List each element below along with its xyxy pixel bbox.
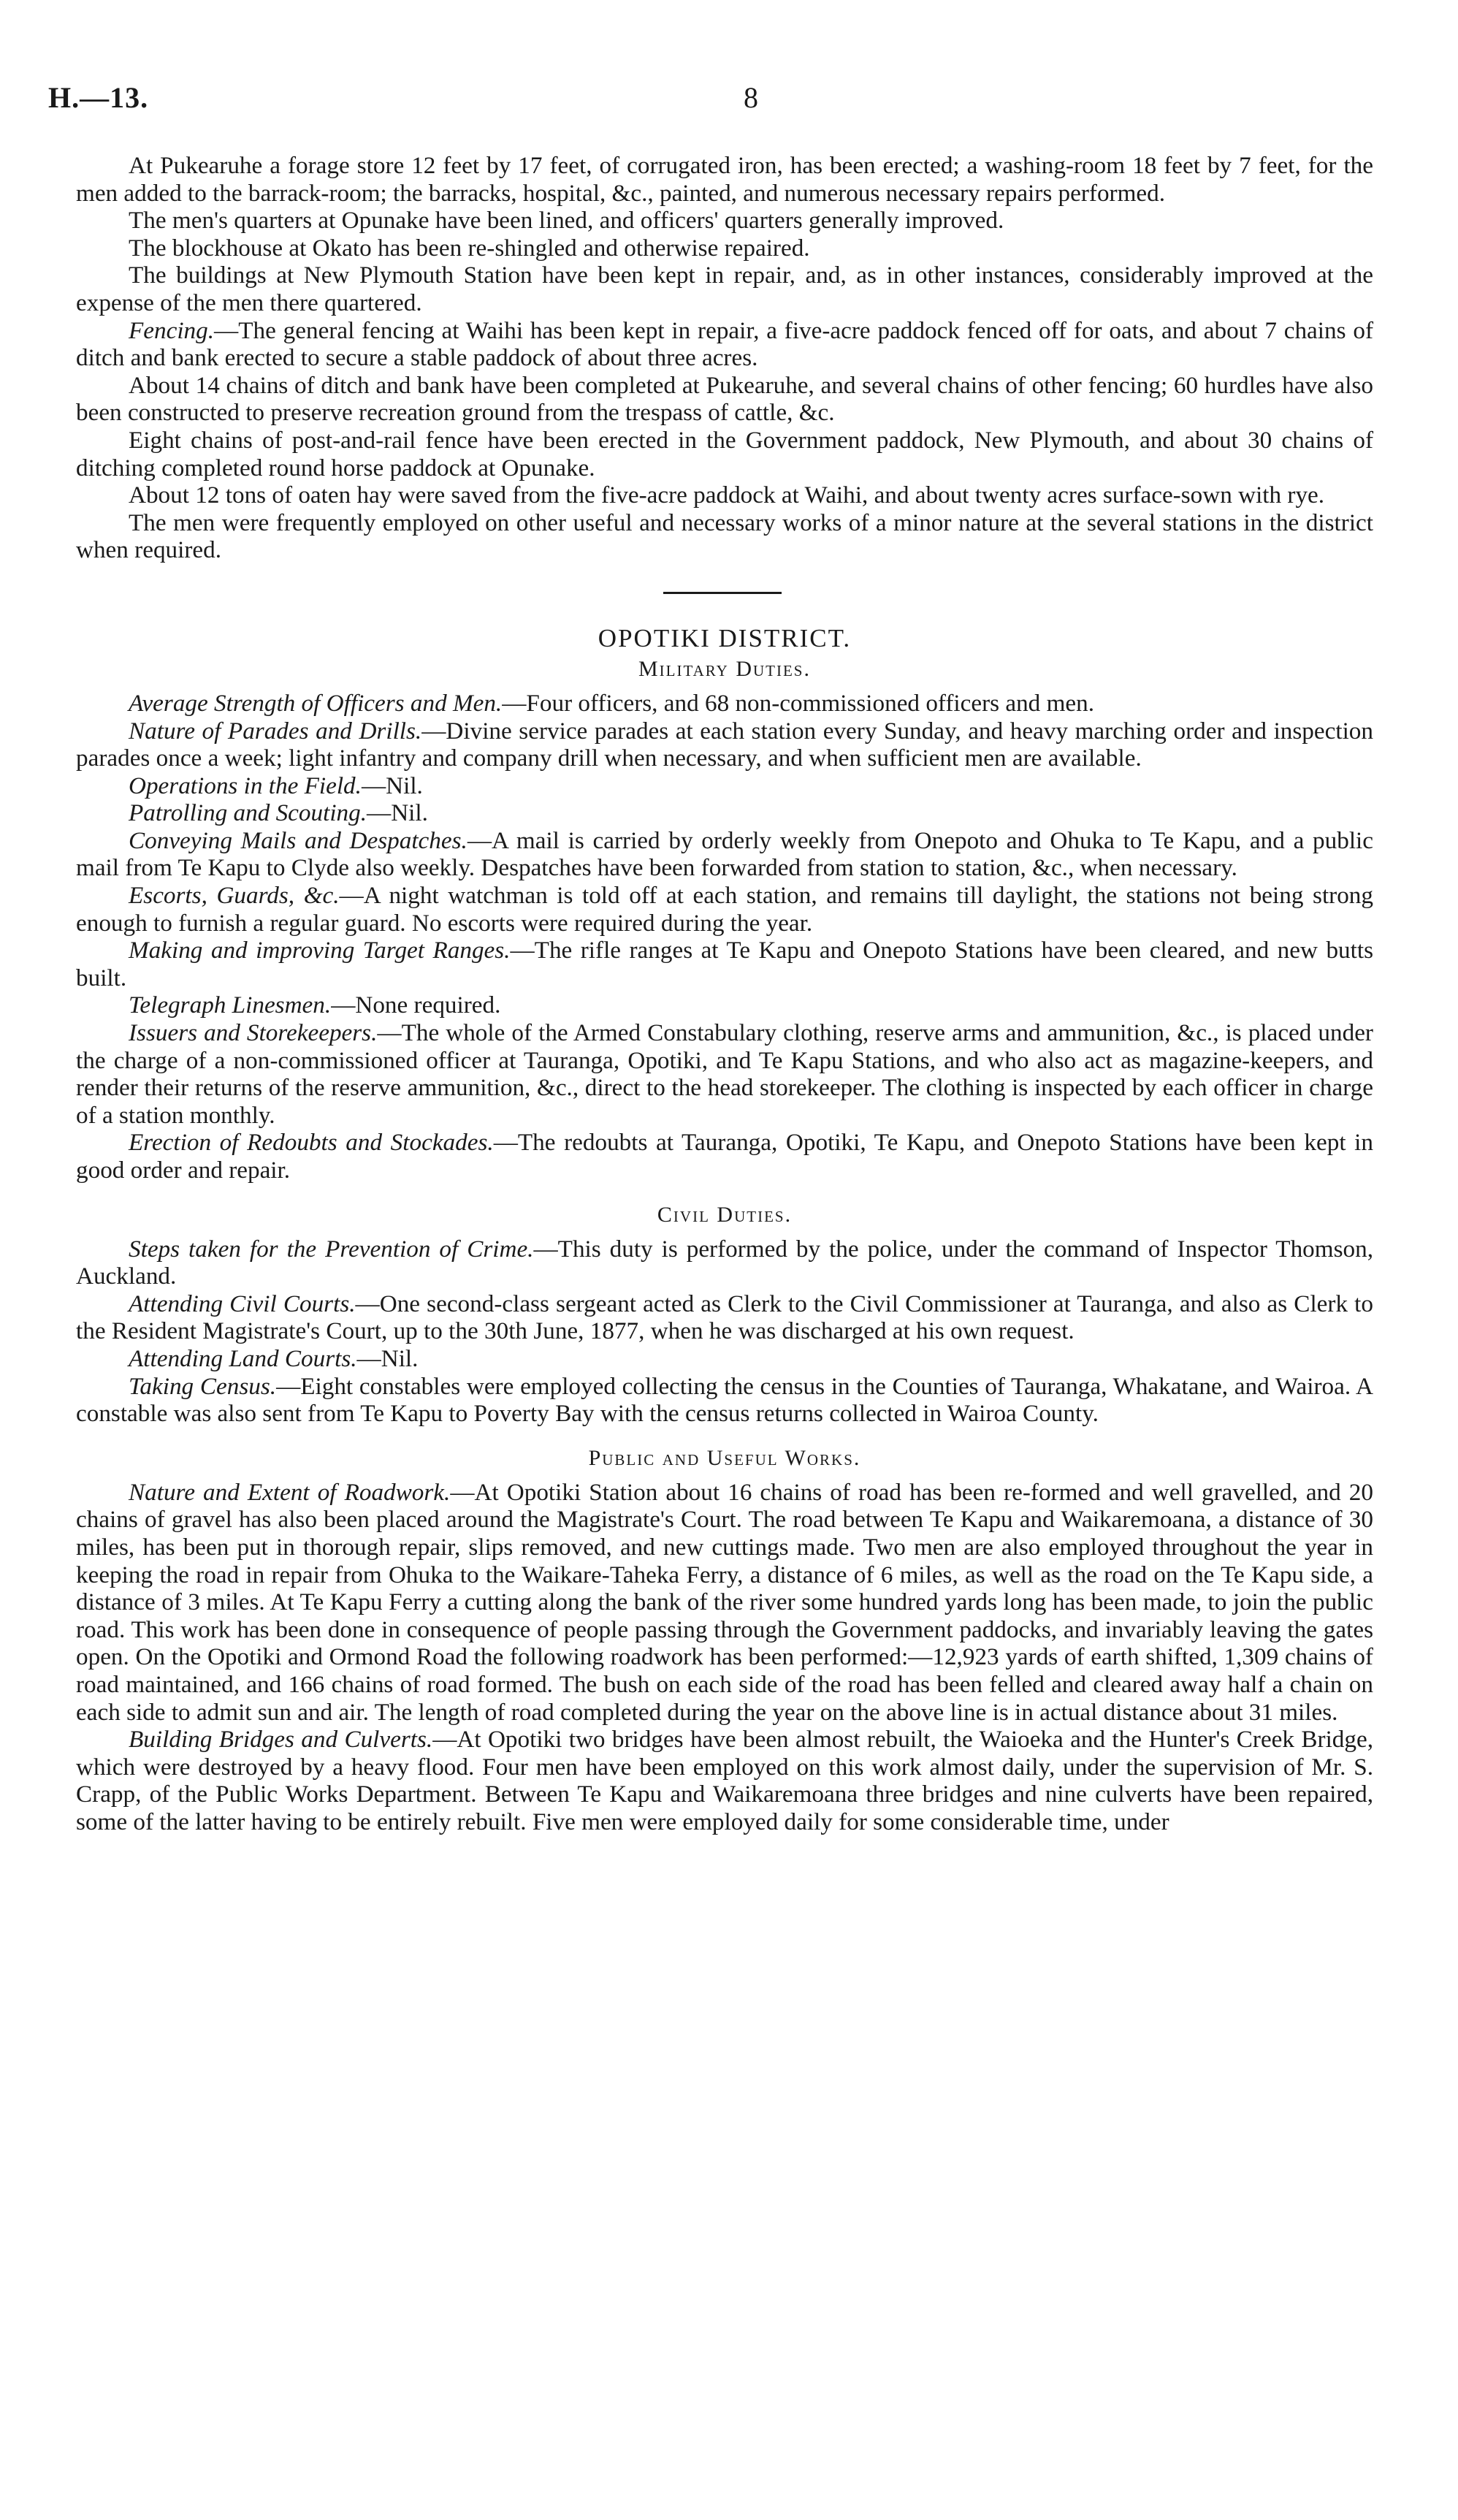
district-title: OPOTIKI DISTRICT.: [598, 623, 852, 652]
paragraph-heading: Making and improving Target Ranges.: [129, 937, 511, 964]
page-header: [34, 80, 1385, 124]
paragraph-heading: Telegraph Linesmen.: [129, 991, 332, 1019]
paragraph-heading: Issuers and Storekeepers.: [129, 1019, 378, 1047]
paragraph: The buildings at New Plymouth Station have been kept in repair, and, as in other instances, considerably improved at the expense of the men there quartered.: [76, 262, 1373, 316]
paragraph: [76, 799, 1373, 827]
paragraph-text: —At Opotiki two bridges have been almost rebuilt, the Waioeka and the Hunter's Creek Bridge, which were destroyed by a heavy flood. Four men have been employed on this work almost daily, under the supervision of Mr. S. Crapp, of the Public Works Department. Between Te Kapu and Waikaremoana three bridges and nine culverts have been repaired, some of the latter having to be entirely rebuilt. Five men were employed daily for some considerable time, under: [76, 1726, 1374, 1835]
paragraph: [76, 1345, 1373, 1373]
paragraph-text: —The general fencing at Waihi has been kept in repair, a five-acre paddock fenced off for oats, and about 7 chains of ditch and bank erected to secure a stable paddock of about three acres.: [76, 316, 1373, 372]
document-reference: H.—13.: [48, 81, 149, 114]
paragraph-heading: Erection of Redoubts and Stockades.: [129, 1129, 494, 1157]
public-works-list: [76, 1479, 1373, 1836]
paragraph-text: —A mail is carried by orderly weekly from Onepoto and Ohuka to Te Kapu, and a public mail from Te Kapu to Clyde also weekly. Despatches have been forwarded from station to station, &c., when necessary.: [76, 826, 1374, 882]
paragraph: The men were frequently employed on other useful and necessary works of a minor nature at the several stations in the district when required.: [76, 509, 1373, 564]
paragraph: Eight chains of post-and-rail fence have been erected in the Government paddock, New Plymouth, and about 30 chains of ditching completed round horse paddock at Opunake.: [76, 426, 1373, 481]
paragraph-heading: Escorts, Guards, &c.: [129, 882, 340, 910]
section-heading-military: Military Duties.: [638, 656, 811, 681]
paragraph-heading: Nature and Extent of Roadwork.: [129, 1478, 451, 1506]
paragraph: The blockhouse at Okato has been re-shingled and otherwise repaired.: [129, 234, 810, 262]
paragraph-text: —This duty is performed by the police, under the command of Inspector Thomson, Auckland.: [76, 1235, 1373, 1290]
paragraph-heading: Conveying Mails and Despatches.: [129, 826, 467, 854]
paragraph-text: —The rifle ranges at Te Kapu and Onepoto Stations have been cleared, and new butts built.: [76, 937, 1373, 991]
paragraph-text: —Divine service parades at each station every Sunday, and heavy marching order and inspection parades once a week; light infantry and company drill when necessary, and when sufficient men are available.: [76, 717, 1373, 772]
paragraph: [76, 317, 1373, 372]
section-heading-civil: Civil Duties.: [657, 1202, 793, 1227]
paragraph: The men's quarters at Opunake have been lined, and officers' quarters generally improved.: [129, 207, 1004, 235]
paragraph-heading: Operations in the Field.: [129, 772, 362, 799]
paragraph: [76, 717, 1373, 772]
paragraph: [76, 1236, 1373, 1290]
paragraph: [76, 827, 1373, 882]
paragraph-heading: Attending Civil Courts.: [129, 1290, 356, 1317]
civil-duties-list: [76, 1236, 1373, 1428]
paragraph-text: —Four officers, and 68 non-commissioned officers and men.: [502, 689, 1095, 717]
paragraph-text: —At Opotiki Station about 16 chains of road has been re-formed and well gravelled, and 20 chains of gravel has also been placed around the Magistrate's Court. The road between Te Kapu and Waikaremoana, a distance of 30 miles, has been put in thorough repair, slips removed, and new cuttings made. Two men are also employed throughout the year in keeping the road in repair from Ohuka to the Waikare-Taheka Ferry, a distance of 6 miles, as well as the road on the Te Kapu side, a distance of 3 miles. At Te Kapu Ferry a cutting along the bank of the river some hundred yards long has been made, to join the public road. This work has been done in consequence of people passing through the Government paddocks, and invariably leaving the gates open. On the Opotiki and Ormond Road the following roadwork has been performed:—12,923 yards of earth shifted, 1,309 chains of road maintained, and 166 chains of road formed. The bush on each side of the road has been felled and cleared away half a chain on each side to admit sun and air. The length of road completed during the year on the above line is in actual distance about 31 miles.: [76, 1478, 1373, 1726]
paragraph: [76, 991, 1373, 1019]
paragraph-text: —Eight constables were employed collecting the census in the Counties of Tauranga, Whakatane, and Wairoa. A constable was also sent from Te Kapu to Poverty Bay with the census returns collected in Wairoa County.: [76, 1372, 1373, 1428]
paragraph-text: —One second-class sergeant acted as Clerk to the Civil Commissioner at Tauranga, and also as Clerk to the Resident Magistrate's Court, up to the 30th June, 1877, when he was discharged at his own request.: [76, 1290, 1373, 1345]
paragraph: [76, 1290, 1373, 1345]
paragraph: [76, 937, 1373, 991]
paragraph: [76, 1479, 1373, 1726]
paragraph-heading: Steps taken for the Prevention of Crime.: [129, 1235, 534, 1263]
section-divider: [76, 564, 1373, 623]
paragraph-heading: Fencing.: [129, 316, 215, 344]
paragraph-text: —None required.: [331, 991, 501, 1019]
paragraph-heading: Building Bridges and Culverts.: [129, 1726, 433, 1754]
paragraph: About 12 tons of oaten hay were saved from the five-acre paddock at Waihi, and about twenty acres surface-sown with rye.: [129, 481, 1325, 509]
paragraph-text: —Nil.: [356, 1344, 419, 1372]
paragraph: [76, 772, 1373, 800]
paragraph: [76, 1726, 1373, 1835]
paragraph-heading: Nature of Parades and Drills.: [129, 717, 422, 745]
paragraph: [76, 1373, 1373, 1428]
paragraph-heading: Patrolling and Scouting.: [129, 799, 367, 827]
section-heading-public-works: Public and Useful Works.: [588, 1445, 861, 1470]
paragraph: About 14 chains of ditch and bank have been completed at Pukearuhe, and several chains of other fencing; 60 hurdles have also been constructed to preserve recreation ground from the trespass of cattle, &c.: [76, 371, 1373, 427]
paragraph-text: —The redoubts at Tauranga, Opotiki, Te Kapu, and Onepoto Stations have been kept in good order and repair.: [76, 1129, 1373, 1184]
paragraph: [76, 1019, 1373, 1129]
paragraph-text: —Nil.: [361, 772, 423, 799]
paragraph-text: —Nil.: [367, 799, 428, 827]
paragraph: [76, 690, 1373, 717]
military-duties-list: [76, 690, 1373, 1184]
paragraph: [76, 1129, 1373, 1184]
paragraph-heading: Taking Census.: [129, 1372, 277, 1400]
paragraph-text: —A night watchman is told off at each station, and remains till daylight, the stations not being strong enough to furnish a regular guard. No escorts were required during the year.: [76, 882, 1373, 937]
paragraph: At Pukearuhe a forage store 12 feet by 17 feet, of corrugated iron, has been erected; a washing-room 18 feet by 7 feet, for the men added to the barrack-room; the barracks, hospital, &c., painted, and numerous necessary repairs performed.: [76, 152, 1373, 207]
page-number: 8: [744, 81, 758, 114]
paragraph-heading: Attending Land Courts.: [129, 1344, 357, 1372]
paragraph-heading: Average Strength of Officers and Men.: [129, 689, 503, 717]
document-body: [76, 152, 1373, 1835]
paragraph-text: —The whole of the Armed Constabulary clothing, reserve arms and ammunition, &c., is placed under the charge of a non-commissioned officer at Tauranga, Opotiki, and Te Kapu Stations, and who also act as magazine-keepers, and render their returns of the reserve ammunition, &c., direct to the head storekeeper. The clothing is inspected by each officer in charge of a station monthly.: [76, 1019, 1373, 1129]
paragraph: [76, 882, 1373, 937]
